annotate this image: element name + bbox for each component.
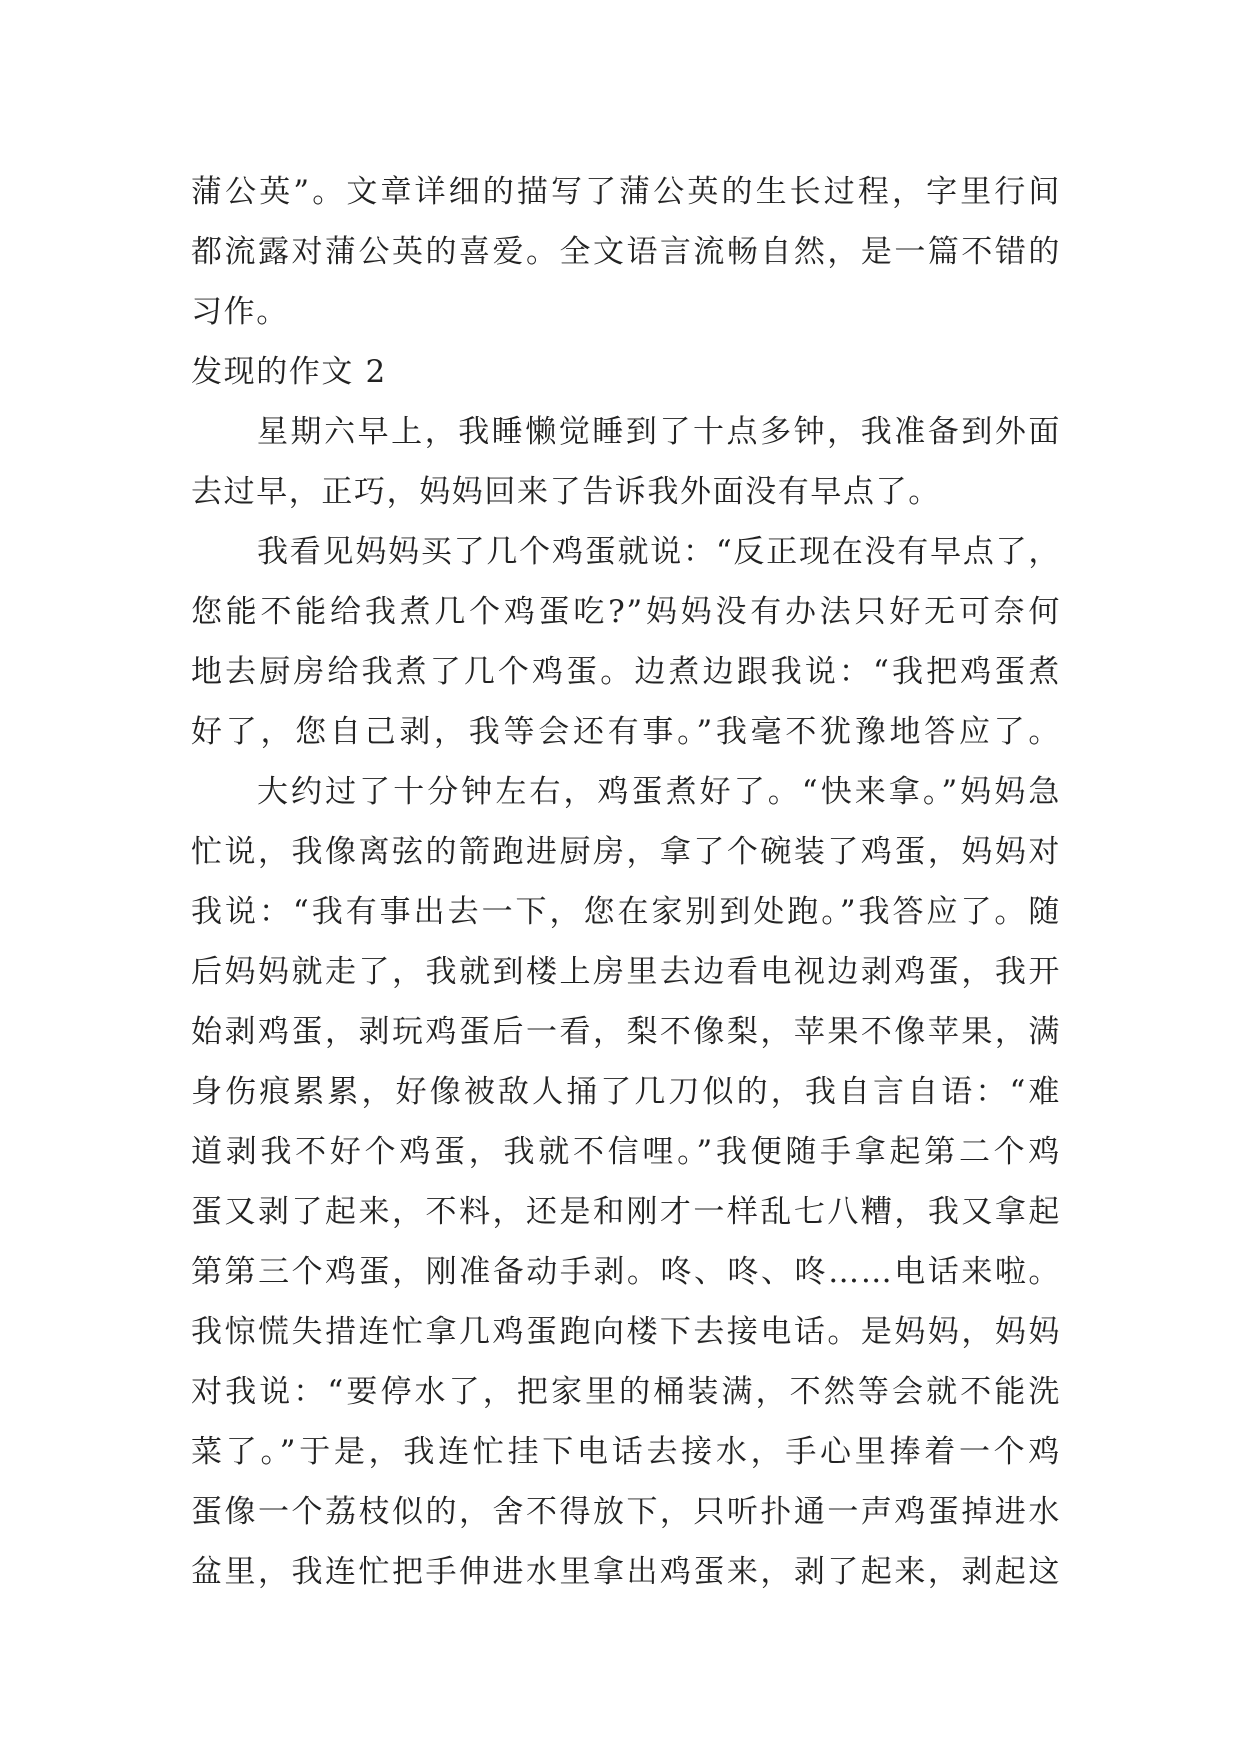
text-line: 我惊慌失措连忙拿几鸡蛋跑向楼下去接电话。是妈妈，妈妈: [191, 1314, 1061, 1350]
text-line: 好了，您自己剥，我等会还有事。”我毫不犹豫地答应了。: [191, 714, 1061, 750]
text-line: 道剥我不好个鸡蛋，我就不信哩。”我便随手拿起第二个鸡: [191, 1134, 1061, 1170]
document-body: [191, 162, 1061, 1602]
text-line: 地去厨房给我煮了几个鸡蛋。边煮边跟我说：“我把鸡蛋煮: [191, 654, 1061, 690]
text-line: 星期六早上，我睡懒觉睡到了十点多钟，我准备到外面: [257, 414, 1061, 450]
text-line: 盆里，我连忙把手伸进水里拿出鸡蛋来，剥了起来，剥起这: [191, 1554, 1061, 1590]
text-line: 蒲公英”。文章详细的描写了蒲公英的生长过程，字里行间: [191, 174, 1061, 210]
text-line: 都流露对蒲公英的喜爱。全文语言流畅自然，是一篇不错的: [191, 234, 1061, 270]
text-line: 忙说，我像离弦的箭跑进厨房，拿了个碗装了鸡蛋，妈妈对: [191, 834, 1061, 870]
text-line: 我说：“我有事出去一下，您在家别到处跑。”我答应了。随: [191, 894, 1061, 930]
text-line: 身伤痕累累，好像被敌人捅了几刀似的，我自言自语：“难: [191, 1074, 1061, 1110]
text-line: 习作。: [191, 294, 289, 330]
text-line: 始剥鸡蛋，剥玩鸡蛋后一看，梨不像梨，苹果不像苹果，满: [191, 1014, 1061, 1050]
text-line: 后妈妈就走了，我就到楼上房里去边看电视边剥鸡蛋，我开: [191, 954, 1061, 990]
text-line: 第第三个鸡蛋，刚准备动手剥。咚、咚、咚……电话来啦。: [191, 1254, 1061, 1290]
text-line: 我看见妈妈买了几个鸡蛋就说：“反正现在没有早点了，: [257, 534, 1061, 570]
text-line: 蛋像一个荔枝似的，舍不得放下，只听扑通一声鸡蛋掉进水: [191, 1494, 1061, 1530]
text-line: 大约过了十分钟左右，鸡蛋煮好了。“快来拿。”妈妈急: [257, 774, 1061, 810]
text-line: 菜了。”于是，我连忙挂下电话去接水，手心里捧着一个鸡: [191, 1434, 1061, 1470]
text-line: 蛋又剥了起来，不料，还是和刚才一样乱七八糟，我又拿起: [191, 1194, 1061, 1230]
section-heading: 发现的作文 2: [191, 354, 387, 390]
text-line: 您能不能给我煮几个鸡蛋吃?”妈妈没有办法只好无可奈何: [191, 594, 1061, 630]
text-line: 对我说：“要停水了，把家里的桶装满，不然等会就不能洗: [191, 1374, 1061, 1410]
text-line: 去过早，正巧，妈妈回来了告诉我外面没有早点了。: [191, 474, 941, 510]
